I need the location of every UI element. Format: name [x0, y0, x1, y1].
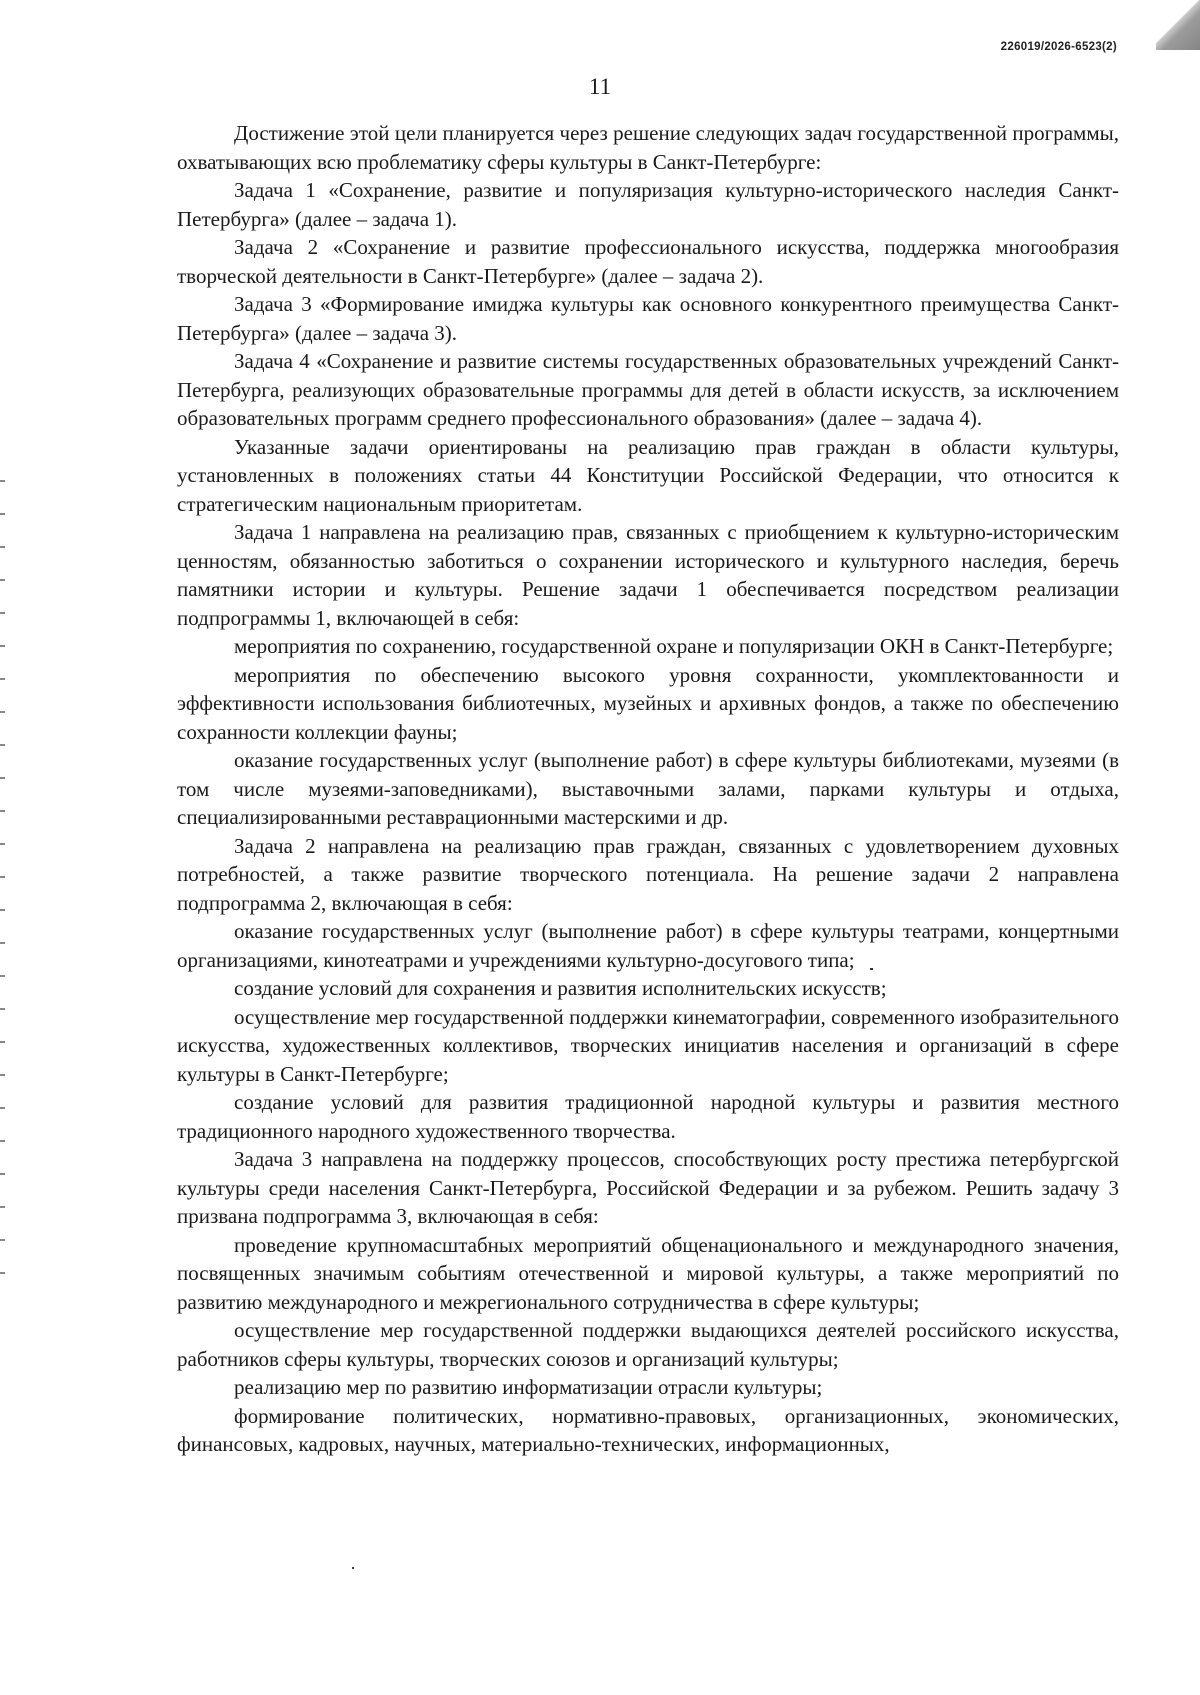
- paragraph-task-4: Задача 4 «Сохранение и развитие системы государственных образовательных учреждений Санкт-Петербурга, реализующих образовательные программы для детей в области искусств, за исключением образовательных программ среднего профессионального образования» (далее – задача 4).: [177, 349, 1119, 430]
- scan-speck: [352, 1567, 354, 1569]
- paragraph-task-3-details: Задача 3 направлена на поддержку процессов, способствующих росту престижа петербургской культуры среди населения Санкт-Петербурга, Российской Федерации и за рубежом. Решить задачу 3 призвана подпрограмма 3, включающая в себя:: [177, 1147, 1119, 1228]
- paragraph-large-events: проведение крупномасштабных мероприятий общенационального и международного значения, посвященных значимым событиям отечественной и мировой культуры, а также мероприятий по развитию международного и межрегионального сотрудничества в сфере культуры;: [177, 1232, 1119, 1314]
- paragraph-goal-intro: Достижение этой цели планируется через решение следующих задач государственной программы, охватывающих всю проблематику сферы культуры в Санкт-Петербурге:: [177, 121, 1119, 174]
- paragraph-task-3: Задача 3 «Формирование имиджа культуры как основного конкурентного преимущества Санкт-Петербурга» (далее – задача 3).: [177, 292, 1119, 345]
- scan-edge-shadow: [1156, 0, 1200, 50]
- document-body: [177, 119, 1119, 1459]
- paragraph-task-1: Задача 1 «Сохранение, развитие и популяризация культурно-исторического наследия Санкт-Петербурга» (далее – задача 1).: [177, 178, 1119, 231]
- paragraph-state-support-figures: осуществление мер государственной поддержки выдающихся деятелей российского искусства, работников сферы культуры, творческих союзов и организаций культуры;: [177, 1318, 1119, 1371]
- paragraph-okn-measures: мероприятия по сохранению, государственной охране и популяризации ОКН в Санкт-Петербурге;: [234, 634, 1114, 658]
- paragraph-state-support-cinema: осуществление мер государственной поддержки кинематографии, современного изобразительного искусства, художественных коллективов, творческих инициатив населения и организаций в сфере культуры в Санкт-Петербурге;: [177, 1004, 1119, 1086]
- paragraph-funds-measures: мероприятия по обеспечению высокого уровня сохранности, укомплектованности и эффективности использования библиотечных, музейных и архивных фондов, а также по обеспечению сохранности коллекции фауны;: [177, 662, 1119, 744]
- paragraph-task-1-details: Задача 1 направлена на реализацию прав, связанных с приобщением к культурно-историческим ценностям, обязанностью заботиться о сохранении исторического и культурного наследия, беречь памятники истории и культуры. Решение задачи 1 обеспечивается посредством реализации подпрограммы 1, включающей в себя:: [177, 520, 1119, 630]
- paragraph-folk-culture: создание условий для развития традиционной народной культуры и развития местного традиционного народного художественного творчества.: [177, 1090, 1119, 1143]
- paragraph-policy-formation: формирование политических, нормативно-правовых, организационных, экономических, финансовых, кадровых, научных, материально-технических, информационных,: [177, 1403, 1119, 1456]
- scan-margin-marks: [0, 480, 5, 1280]
- document-id: 226019/2026-6523(2): [1000, 41, 1117, 53]
- paragraph-services-theatres: оказание государственных услуг (выполнение работ) в сфере культуры театрами, концертными организациями, кинотеатрами и учреждениями культурно-досугового типа;: [177, 919, 1119, 972]
- paragraph-informatization: реализацию мер по развитию информатизации отрасли культуры;: [234, 1375, 823, 1399]
- paragraph-performing-arts: создание условий для сохранения и развития исполнительских искусств;: [234, 976, 887, 1000]
- paragraph-task-2: Задача 2 «Сохранение и развитие профессионального искусства, поддержка многообразия творческой деятельности в Санкт-Петербурге» (далее – задача 2).: [177, 235, 1119, 288]
- page-number: 11: [588, 74, 612, 99]
- scan-speck: [870, 968, 873, 970]
- paragraph-services-libraries: оказание государственных услуг (выполнение работ) в сфере культуры библиотеками, музеями (в том числе музеями-заповедниками), выставочными залами, парками культуры и отдыха, специализированными реставрационными мастерскими и др.: [177, 748, 1119, 829]
- paragraph-task-2-details: Задача 2 направлена на реализацию прав граждан, связанных с удовлетворением духовных потребностей, а также развитие творческого потенциала. На решение задачи 2 направлена подпрограмма 2, включающая в себя:: [177, 833, 1119, 915]
- paragraph-tasks-orientation: Указанные задачи ориентированы на реализацию прав граждан в области культуры, установленных в положениях статьи 44 Конституции Российской Федерации, что относится к стратегическим национальным приоритетам.: [177, 434, 1119, 516]
